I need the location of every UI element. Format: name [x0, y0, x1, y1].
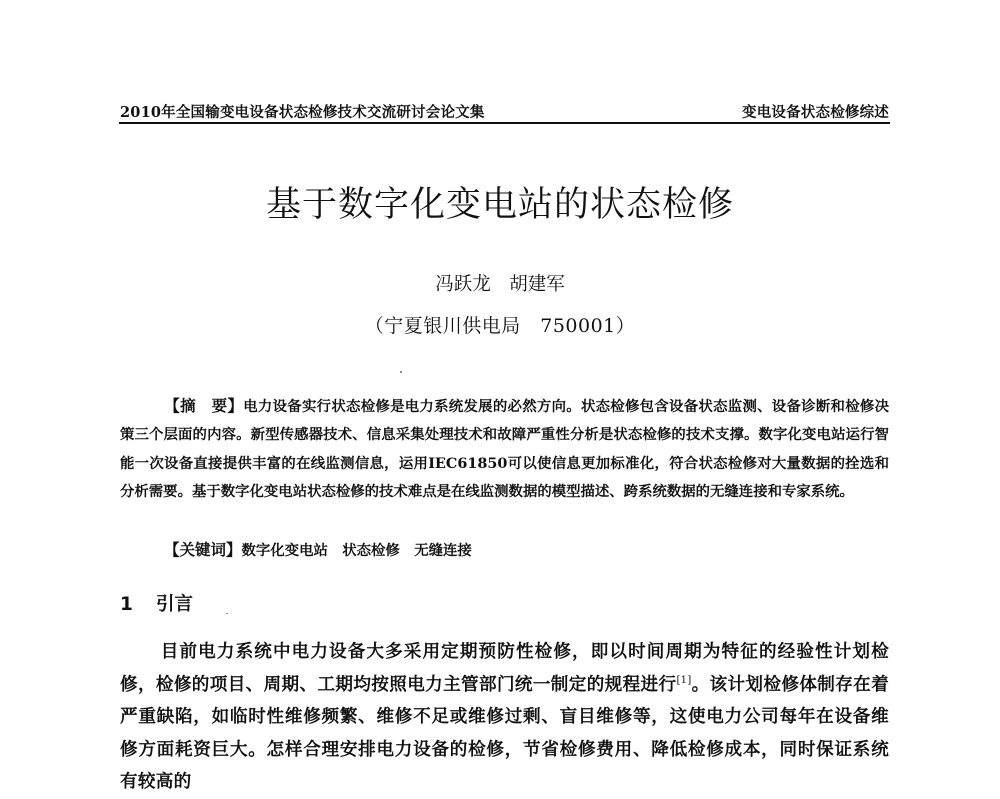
keywords-label: 【关键词】 — [164, 540, 242, 559]
section-heading — [120, 591, 193, 619]
running-header — [120, 101, 889, 122]
scan-mark — [226, 613, 228, 614]
citation-ref: [1] — [676, 674, 692, 686]
keywords-text: 数字化变电站 状态检修 无缝连接 — [241, 542, 472, 559]
header-section-title: 变电设备状态检修综述 — [742, 104, 889, 121]
body-paragraph — [120, 636, 889, 799]
author-affiliation: （宁夏银川供电局 750001） — [364, 315, 636, 337]
header-proceedings-title: 2010年全国输变电设备状态检修技术交流研讨会论文集 — [120, 104, 485, 121]
body-text-part1: 目前电力系统中电力设备大多采用定期预防性检修，即以时间周期为特征的经验性计划检修，检修的项目、周期、工期均按照电力主管部门统一制定的规程进行 — [120, 641, 889, 695]
abstract-text: 电力设备实行状态检修是电力系统发展的必然方向。状态检修包含设备状态监测、设备诊断和检修决策三个层面的内容。新型传感器技术、信息采集处理技术和故障严重性分析是状态检修的技术支撑。数字化变电站运行智能一次设备直接提供丰富的在线监测信息，运用IEC61850可以使信息更加标准化，符合状态检修对大量数据的拴选和分析需要。基于数字化变电站状态检修的技术难点是在线监测数据的模型描述、跨系统数据的无缝连接和专家系统。 — [120, 398, 889, 501]
author-list: 冯跃龙 胡建军 — [435, 274, 565, 295]
abstract — [120, 392, 889, 507]
section-title: 引言 — [156, 594, 194, 615]
scan-speck — [400, 371, 402, 373]
body-text-part2: 。该计划检修体制存在着严重缺陷，如临时性维修频繁、维修不足或维修过剩、盲目维修等，这使电力公司每年在设备维修方面耗资巨大。怎样合理安排电力设备的检修，节省检修费用、降低检修成本，同时保证系统有较高的 — [120, 673, 889, 793]
header-rule — [119, 122, 890, 124]
abstract-label: 【摘 要】 — [164, 396, 244, 415]
paper-title: 基于数字化变电站的状态检修 — [265, 185, 734, 225]
keywords — [120, 536, 889, 565]
section-number: 1 — [120, 594, 133, 615]
